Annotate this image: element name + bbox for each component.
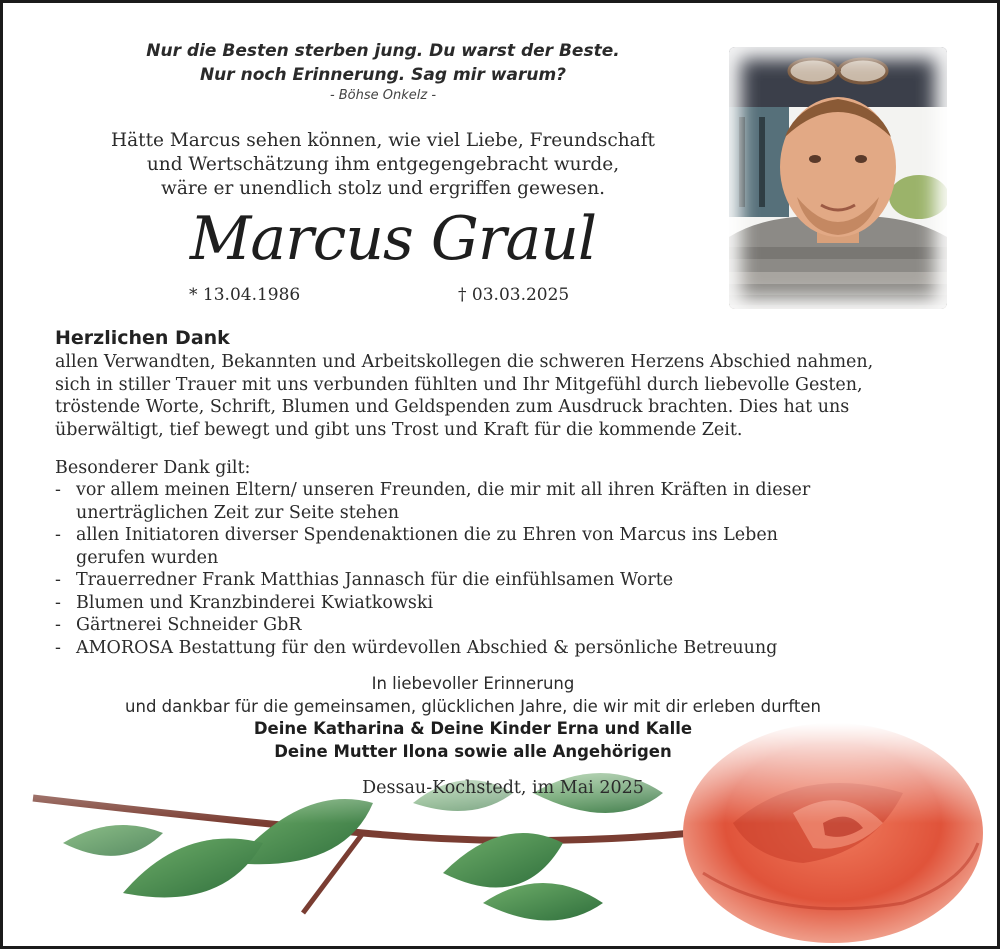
list-item — [55, 569, 955, 592]
deceased-name: Marcus Graul — [189, 204, 597, 274]
thanks-body — [55, 351, 955, 441]
quote-author: - Böhse Onkelz - — [329, 88, 437, 103]
thanks-line: sich in stiller Trauer mit uns verbunden fühlten und Ihr Mitgefühl durch liebevolle Gesten, — [55, 374, 863, 395]
special-thanks-title: Besonderer Dank gilt: — [55, 458, 251, 478]
family-line: Deine Mutter Ilona sowie alle Angehörigen — [274, 741, 672, 761]
closing-line: In liebevoller Erinnerung — [371, 674, 575, 693]
closing-line: und dankbar für die gemeinsamen, glücklichen Jahre, die wir mit dir erleben durften — [125, 696, 821, 716]
song-quote — [103, 39, 663, 87]
intro-line: und Wertschätzung ihm entgegengebracht wurde, — [146, 154, 620, 175]
list-item-line: unerträglichen Zeit zur Seite stehen — [76, 502, 400, 523]
portrait-illustration — [729, 47, 947, 309]
list-item-line: - Gärtnerei Schneider GbR — [76, 615, 302, 635]
list-item-line: - AMOROSA Bestattung für den würdevollen Abschied & persönliche Betreuung — [76, 637, 778, 658]
list-item-line: gerufen wurden — [76, 547, 219, 568]
intro-line: Hätte Marcus sehen können, wie viel Liebe, Freundschaft — [110, 130, 655, 151]
special-thanks-list — [55, 479, 955, 659]
list-item-line: - Blumen und Kranzbinderei Kwiatkowski — [76, 592, 434, 613]
death-date: † 03.03.2025 — [458, 285, 570, 305]
intro-text — [83, 129, 683, 201]
quote-line: Nur die Besten sterben jung. Du warst der Beste. — [146, 41, 620, 61]
list-item — [55, 479, 955, 524]
list-item-line: - allen Initiatoren diverser Spendenaktionen die zu Ehren von Marcus ins Leben — [76, 525, 778, 545]
place-date: Dessau-Kochstedt, im Mai 2025 — [362, 778, 644, 798]
intro-line: wäre er unendlich stolz und ergriffen gewesen. — [161, 178, 605, 199]
list-item-line: - Trauerredner Frank Matthias Jannasch für die einfühlsamen Worte — [76, 570, 674, 590]
list-item-line: - vor allem meinen Eltern/ unseren Freunden, die mir mit all ihren Kräften in dieser — [76, 480, 811, 500]
list-item — [55, 637, 955, 660]
list-item — [55, 592, 955, 615]
family-line: Deine Katharina & Deine Kinder Erna und Kalle — [253, 719, 693, 738]
thanks-line: tröstende Worte, Schrift, Blumen und Geldspenden zum Ausdruck brachten. Dies hat uns — [55, 397, 850, 417]
list-item — [55, 524, 955, 569]
birth-date: * 13.04.1986 — [189, 285, 301, 305]
thanks-line: überwältigt, tief bewegt und gibt uns Trost und Kraft für die kommende Zeit. — [55, 419, 743, 440]
closing-block — [63, 673, 883, 763]
list-item — [55, 614, 955, 637]
portrait-photo — [729, 47, 947, 309]
thanks-title: Herzlichen Dank — [55, 327, 230, 349]
quote-line: Nur noch Erinnerung. Sag mir warum? — [199, 65, 567, 85]
thanks-line: allen Verwandten, Bekannten und Arbeitskollegen die schweren Herzens Abschied nahmen, — [55, 352, 874, 372]
